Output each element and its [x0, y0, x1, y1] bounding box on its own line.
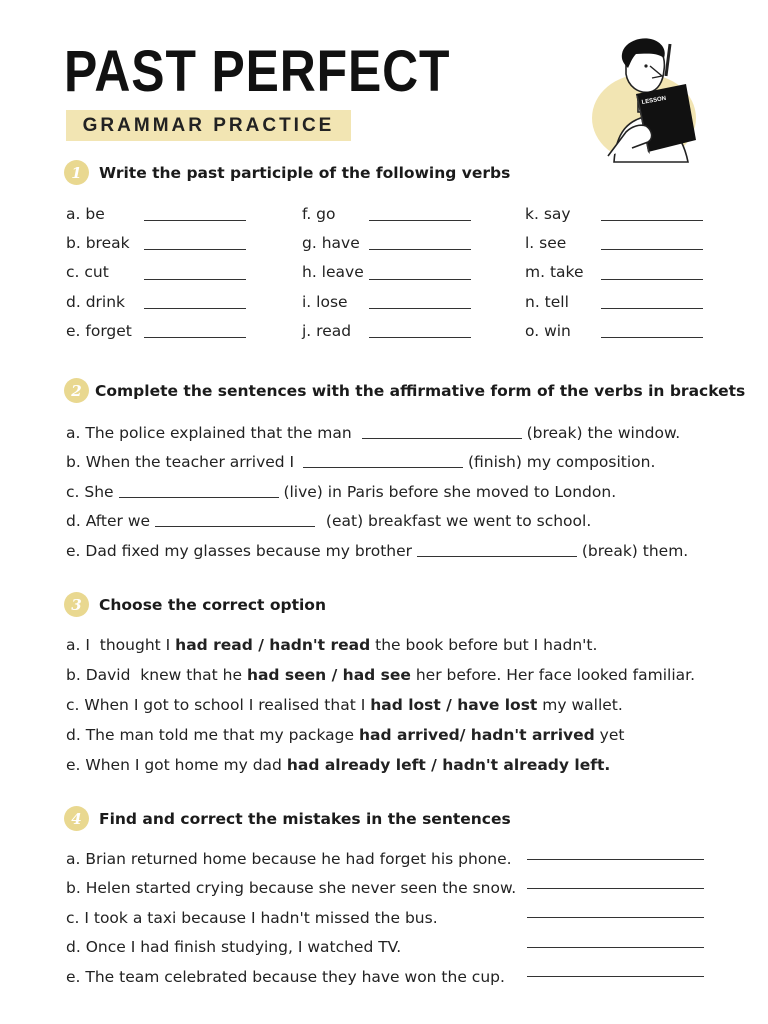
- sentence-text: d. The man told me that my package: [66, 726, 359, 744]
- correction-line[interactable]: [527, 976, 704, 977]
- page-title: PAST PERFECT: [64, 39, 451, 104]
- reading-person-icon: [592, 36, 704, 164]
- option-choice[interactable]: had lost / have lost: [370, 696, 538, 714]
- section-4-sentences: [66, 838, 516, 986]
- list-item: [66, 714, 695, 744]
- answer-line[interactable]: [369, 294, 471, 309]
- verb-item: [66, 199, 246, 228]
- section-2-heading: [64, 378, 745, 403]
- list-item: [66, 412, 688, 442]
- verb-column: [525, 199, 703, 345]
- verb-item: [525, 199, 703, 228]
- section-number-badge: 2: [64, 378, 89, 403]
- reading-person-illustration: [592, 36, 704, 164]
- correction-line[interactable]: [527, 917, 704, 918]
- section-number-badge: 4: [64, 806, 89, 831]
- sentence-text: (break) them.: [576, 541, 689, 560]
- verb-column: [66, 199, 246, 345]
- verb-label: i. lose: [302, 292, 348, 311]
- section-3-heading: [64, 592, 326, 617]
- list-item: [66, 897, 516, 927]
- verb-item: [66, 287, 246, 316]
- answer-line[interactable]: [369, 265, 471, 280]
- sentence-text: her before. Her face looked familiar.: [410, 666, 696, 684]
- verb-item: [525, 287, 703, 316]
- list-item: [66, 838, 516, 868]
- verb-label: l. see: [525, 233, 567, 252]
- verb-item: [525, 258, 703, 287]
- verb-item: [66, 316, 246, 345]
- verb-label: n. tell: [525, 292, 569, 311]
- verb-item: [66, 228, 246, 257]
- sentence-text: c. I took a taxi because I hadn't missed the bus.: [66, 908, 438, 927]
- verb-item: [302, 199, 471, 228]
- list-item: [66, 956, 516, 986]
- verb-item: [302, 228, 471, 257]
- sentence-text: d. Once I had finish studying, I watched TV.: [66, 938, 402, 956]
- answer-line[interactable]: [601, 235, 703, 250]
- option-choice[interactable]: had read / hadn't read: [175, 636, 371, 654]
- sentence-text: a. Brian returned home because he had forget his phone.: [66, 849, 512, 868]
- section-2-sentences: [66, 412, 688, 560]
- section-1-heading: [64, 160, 510, 185]
- list-item: [66, 530, 688, 560]
- option-choice[interactable]: had seen / had see: [246, 666, 411, 684]
- answer-blank[interactable]: [155, 510, 315, 527]
- answer-line[interactable]: [144, 206, 246, 221]
- answer-blank[interactable]: [303, 451, 463, 468]
- list-item: [66, 744, 695, 774]
- list-item: [66, 471, 688, 501]
- section-instruction: Find and correct the mistakes in the sentences: [99, 809, 511, 828]
- list-item: [66, 501, 688, 531]
- sentence-text: (eat) breakfast we went to school.: [320, 512, 592, 530]
- subtitle-band: [66, 110, 351, 141]
- correction-line[interactable]: [527, 859, 704, 860]
- section-3-sentences: [66, 624, 695, 774]
- sentence-text: b. When the teacher arrived I: [66, 453, 300, 471]
- answer-line[interactable]: [369, 206, 471, 221]
- section-instruction: Write the past participle of the following verbs: [99, 163, 511, 182]
- section-number-badge: 1: [64, 160, 89, 185]
- verb-label: a. be: [66, 204, 105, 223]
- page-subtitle: GRAMMAR PRACTICE: [82, 115, 335, 136]
- answer-line[interactable]: [369, 235, 471, 250]
- correction-line[interactable]: [527, 888, 704, 889]
- sentence-text: b. David knew that he: [66, 666, 247, 684]
- verb-item: [302, 287, 471, 316]
- verb-label: m. take: [525, 263, 584, 282]
- answer-blank[interactable]: [362, 422, 522, 439]
- sentence-text: (live) in Paris before she moved to London.: [278, 482, 617, 501]
- answer-line[interactable]: [144, 265, 246, 280]
- option-choice[interactable]: had arrived/ hadn't arrived: [358, 726, 595, 744]
- answer-line[interactable]: [601, 323, 703, 338]
- verb-label: h. leave: [302, 263, 364, 282]
- list-item: [66, 868, 516, 898]
- verb-item: [302, 258, 471, 287]
- sentence-text: (finish) my composition.: [463, 453, 656, 471]
- book-label: LESSON: [641, 95, 667, 106]
- verb-item: [302, 316, 471, 345]
- answer-blank[interactable]: [119, 481, 279, 498]
- answer-line[interactable]: [144, 323, 246, 338]
- sentence-text: (break) the window.: [521, 423, 681, 442]
- answer-line[interactable]: [601, 265, 703, 280]
- verb-label: g. have: [302, 233, 360, 252]
- correction-line[interactable]: [527, 947, 704, 948]
- answer-line[interactable]: [601, 206, 703, 221]
- section-number-badge: 3: [64, 592, 89, 617]
- sentence-text: c. When I got to school I realised that I: [66, 696, 371, 714]
- sentence-text: b. Helen started crying because she never seen the snow.: [66, 879, 517, 897]
- answer-line[interactable]: [144, 294, 246, 309]
- answer-line[interactable]: [144, 235, 246, 250]
- sentence-text: a. The police explained that the man: [66, 423, 357, 442]
- sentence-text: the book before but I hadn't.: [370, 636, 598, 654]
- sentence-text: e. The team celebrated because they have won the cup.: [66, 967, 505, 986]
- sentence-text: my wallet.: [537, 696, 623, 714]
- verb-label: d. drink: [66, 292, 126, 311]
- option-choice[interactable]: had already left / hadn't already left.: [286, 756, 611, 774]
- verb-item: [525, 228, 703, 257]
- verb-item: [525, 316, 703, 345]
- sentence-text: yet: [594, 726, 625, 744]
- sentence-text: e. Dad fixed my glasses because my brother: [66, 541, 417, 560]
- sentence-text: e. When I got home my dad: [66, 756, 287, 774]
- list-item: [66, 624, 695, 654]
- answer-line[interactable]: [601, 294, 703, 309]
- list-item: [66, 654, 695, 684]
- verb-column: [302, 199, 471, 345]
- sentence-text: d. After we: [66, 512, 155, 530]
- sentence-text: c. She: [66, 482, 119, 501]
- section-instruction: Complete the sentences with the affirmative form of the verbs in brackets: [95, 381, 746, 400]
- list-item: [66, 442, 688, 472]
- verb-label: o. win: [525, 321, 571, 340]
- verb-label: k. say: [525, 204, 571, 223]
- sentence-text: a. I thought I: [66, 636, 176, 654]
- verb-item: [66, 258, 246, 287]
- verb-label: j. read: [302, 321, 352, 340]
- list-item: [66, 927, 516, 957]
- verb-label: e. forget: [66, 321, 132, 340]
- list-item: [66, 684, 695, 714]
- answer-blank[interactable]: [417, 540, 577, 557]
- verb-label: c. cut: [66, 263, 109, 282]
- verb-label: f. go: [302, 204, 336, 223]
- section-instruction: Choose the correct option: [99, 595, 326, 614]
- section-4-heading: [64, 806, 511, 831]
- answer-line[interactable]: [369, 323, 471, 338]
- verb-label: b. break: [66, 233, 130, 252]
